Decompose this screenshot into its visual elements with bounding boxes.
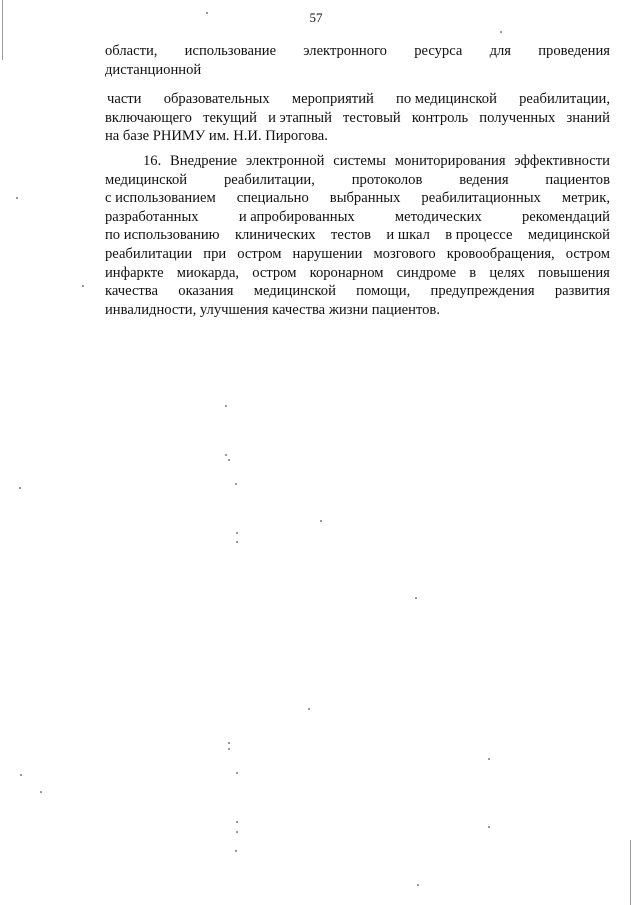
word: использование xyxy=(184,43,277,59)
word: улучшения xyxy=(199,301,269,318)
word: разработанных xyxy=(105,208,199,225)
text-line xyxy=(105,127,610,146)
scan-speck xyxy=(206,12,208,14)
word: развития xyxy=(554,283,610,300)
word: метрик, xyxy=(561,190,610,207)
word: полученных xyxy=(479,109,556,126)
word: медицинской xyxy=(105,171,188,188)
word: качества xyxy=(105,283,158,300)
scan-speck xyxy=(236,821,238,823)
word: методических xyxy=(394,208,482,225)
scan-speck xyxy=(235,483,237,485)
word: тестов xyxy=(330,227,372,244)
word: Внедрение xyxy=(170,153,238,169)
page-number: 57 xyxy=(309,10,323,25)
word: электронной xyxy=(245,153,325,169)
word: тестовый xyxy=(343,109,401,126)
word: реабилитации, xyxy=(223,171,315,188)
word: мозгового xyxy=(373,245,436,262)
scan-speck xyxy=(16,197,18,199)
word: клинических xyxy=(234,227,316,244)
word: дистанционной xyxy=(105,61,202,78)
scan-speck xyxy=(236,831,238,833)
word: жизни xyxy=(328,301,369,318)
word: по медицинской xyxy=(396,91,497,107)
word: знаний xyxy=(566,109,610,126)
word: реабилитации xyxy=(105,245,193,262)
scan-speck xyxy=(488,758,490,760)
scan-speck xyxy=(40,791,42,793)
word: и этапный xyxy=(268,109,332,126)
word: остром xyxy=(237,245,282,262)
word: контроль xyxy=(411,109,469,126)
paragraph-3 xyxy=(105,152,610,319)
scan-speck xyxy=(235,850,237,852)
word: ведения xyxy=(459,171,509,188)
word: нарушении xyxy=(292,245,363,262)
paragraph-2 xyxy=(105,90,610,146)
scan-speck xyxy=(19,487,21,489)
word: для xyxy=(489,43,511,59)
word: пациентов xyxy=(545,171,610,188)
word: целях xyxy=(489,264,525,281)
word: части xyxy=(107,91,142,107)
word: медицинской xyxy=(253,283,336,300)
scan-speck xyxy=(320,520,322,522)
word: эффективности xyxy=(514,153,610,169)
word: системы xyxy=(333,153,386,169)
word: 16. xyxy=(143,153,162,169)
word: инфаркте xyxy=(105,264,164,281)
word: коронарном xyxy=(309,264,384,281)
word: помощи, xyxy=(356,283,411,300)
scan-speck xyxy=(415,597,417,599)
word: в процессе xyxy=(445,227,513,244)
word: предупреждения xyxy=(430,283,535,300)
word: при xyxy=(203,245,227,262)
scan-speck xyxy=(225,405,227,407)
word: мониторирования xyxy=(394,153,506,169)
scan-speck xyxy=(20,774,22,776)
text-line xyxy=(105,189,610,208)
word: пациентов. xyxy=(371,301,440,318)
word: области, xyxy=(105,43,158,59)
scan-margin-line-right xyxy=(630,840,631,905)
word: выбранных xyxy=(329,190,401,207)
word: текущий xyxy=(203,109,257,126)
word: рекомендаций xyxy=(521,208,610,225)
text-line xyxy=(105,226,610,245)
text-line xyxy=(105,42,610,61)
paragraph-1 xyxy=(105,42,610,79)
scan-speck xyxy=(500,31,502,33)
text-line xyxy=(105,282,610,301)
word: и апробированных xyxy=(238,208,355,225)
word: на базе РНИМУ им. Н.И. Пирогова. xyxy=(105,128,328,145)
scan-speck xyxy=(228,459,230,461)
word: образовательных xyxy=(163,91,270,107)
word: по использованию xyxy=(105,227,220,244)
scan-speck xyxy=(228,742,230,744)
scan-margin-line xyxy=(2,0,3,60)
word: в xyxy=(469,264,477,281)
word: остром xyxy=(252,264,297,281)
word: миокарда, xyxy=(176,264,240,281)
word: остром xyxy=(565,245,610,262)
word: оказания xyxy=(178,283,234,300)
text-line xyxy=(105,61,610,80)
word: синдроме xyxy=(396,264,457,281)
scan-speck xyxy=(236,532,238,534)
text-line xyxy=(105,208,610,227)
scan-speck xyxy=(488,826,490,828)
text-line xyxy=(105,109,610,128)
word: электронного xyxy=(303,43,387,59)
word: кровообращения, xyxy=(446,245,555,262)
text-line xyxy=(105,152,610,171)
word: инвалидности, xyxy=(105,301,197,318)
word: специально xyxy=(236,190,309,207)
scan-speck xyxy=(417,884,419,886)
word: включающего xyxy=(105,109,192,126)
word: мероприятий xyxy=(291,91,374,107)
scan-speck xyxy=(236,541,238,543)
scan-speck xyxy=(225,454,227,456)
word: ресурса xyxy=(414,43,463,59)
word: и шкал xyxy=(386,227,430,244)
text-line xyxy=(105,301,610,320)
text-line xyxy=(105,90,610,109)
text-line xyxy=(105,171,610,190)
word: реабилитационных xyxy=(421,190,541,207)
word: реабилитации, xyxy=(519,91,610,107)
word: качества xyxy=(272,301,326,318)
text-line xyxy=(105,245,610,264)
scan-speck xyxy=(236,772,238,774)
scan-speck xyxy=(308,708,310,710)
text-line xyxy=(105,264,610,283)
word: медицинской xyxy=(527,227,610,244)
scan-speck xyxy=(228,748,230,750)
word: с использованием xyxy=(105,190,216,207)
word: проведения xyxy=(538,43,610,59)
word: повышения xyxy=(538,264,610,281)
word: протоколов xyxy=(351,171,423,188)
scan-speck xyxy=(82,285,84,287)
